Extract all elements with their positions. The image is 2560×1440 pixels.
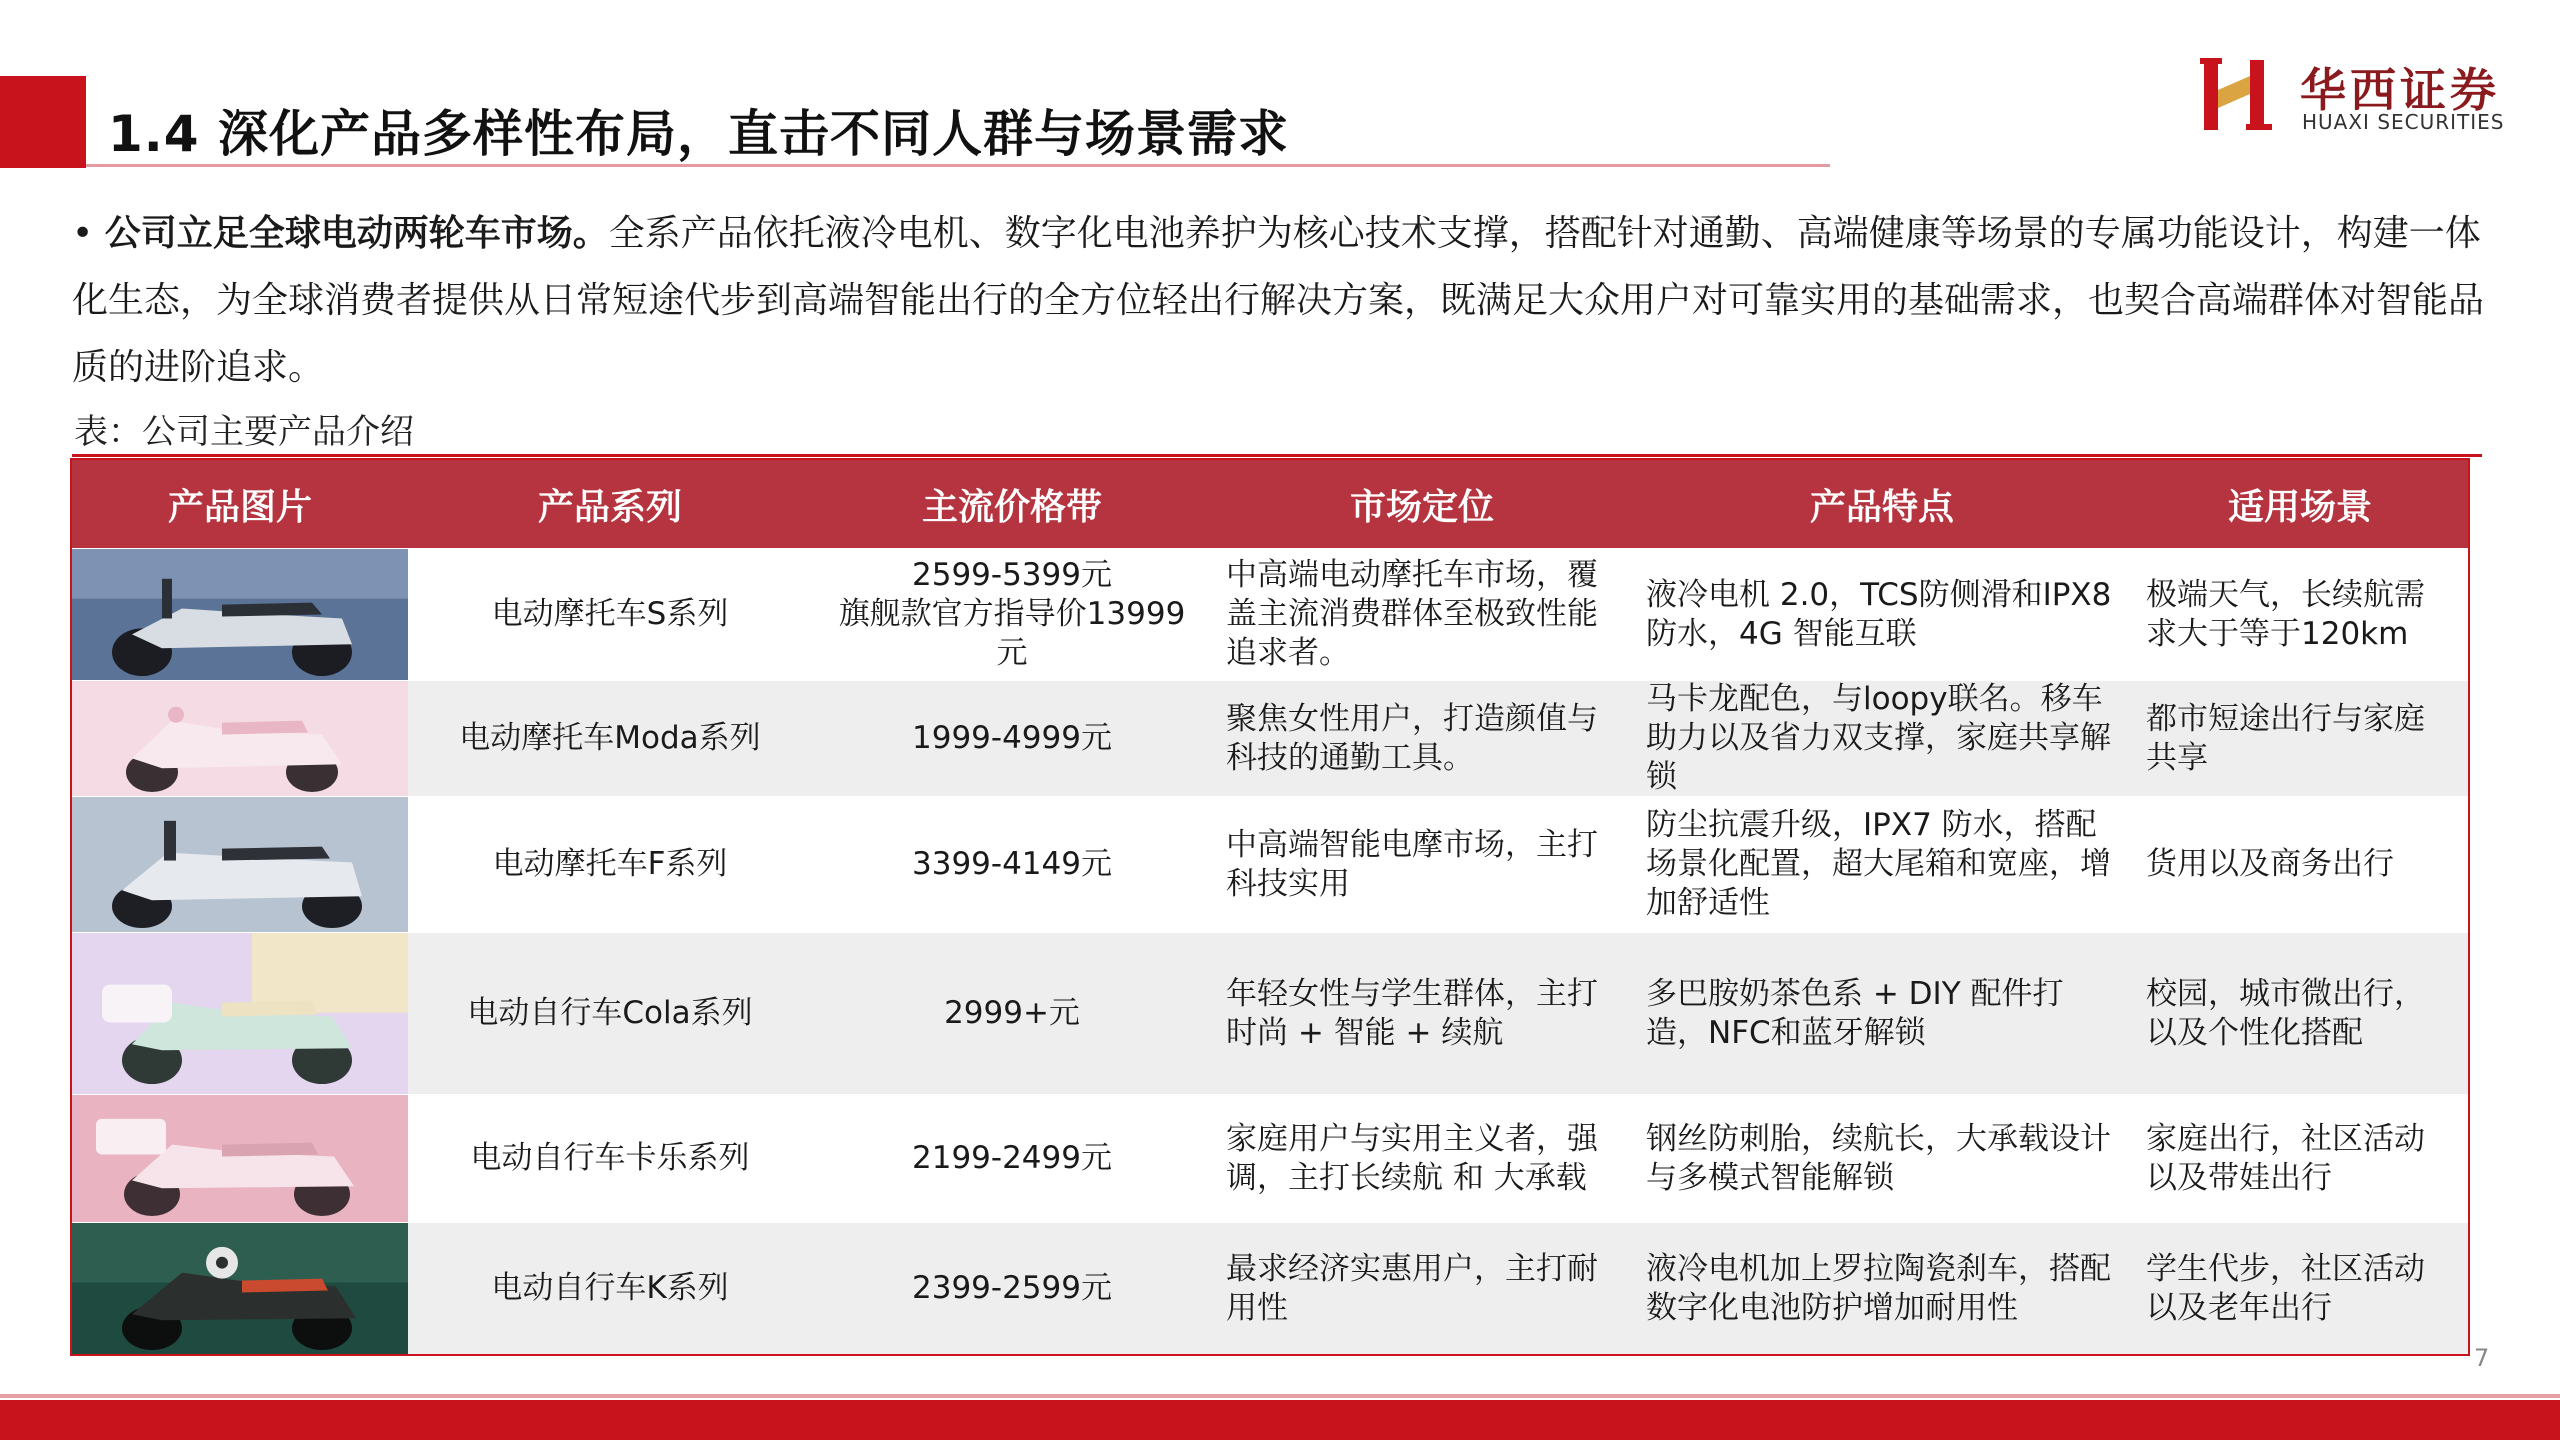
title-accent-bar: [0, 76, 86, 168]
market-cell: 中高端智能电摩市场，主打科技实用: [1226, 826, 1598, 902]
page-number: 7: [2474, 1344, 2490, 1372]
scooter-silver-icon: [72, 797, 408, 932]
series-cell: 电动自行车Cola系列: [467, 995, 753, 1031]
series-cell: 电动摩托车Moda系列: [459, 720, 761, 756]
product-image-cell: [72, 1095, 408, 1222]
market-cell: 家庭用户与实用主义者，强调，主打长续航 和 大承载: [1226, 1120, 1598, 1196]
scene-cell: 校园，城市微出行，以及个性化搭配: [2146, 975, 2425, 1051]
flagship-price: 旗舰款官方指导价13999元: [838, 596, 1186, 671]
feature-cell: 防尘抗震升级，IPX7 防水，搭配场景化配置，超大尾箱和宽座，增加舒适性: [1646, 807, 2111, 921]
footer-bar: [0, 1400, 2560, 1440]
scene-cell: 学生代步，社区活动以及老年出行: [2146, 1250, 2425, 1326]
table-row: [72, 1222, 2468, 1354]
intro-paragraph: [72, 200, 2492, 401]
page-title: 1.4 深化产品多样性布局，直击不同人群与场景需求: [108, 105, 1289, 163]
series-cell: 电动摩托车F系列: [492, 846, 728, 882]
product-image-cell: [72, 549, 408, 680]
intro-lead: 公司立足全球电动两轮车市场。: [104, 213, 609, 254]
series-cell: 电动自行车卡乐系列: [470, 1140, 750, 1176]
header-product-features: 产品特点: [1809, 486, 1954, 528]
ebike-dark-icon: [72, 1223, 408, 1354]
header-market-positioning: 市场定位: [1349, 486, 1494, 528]
header-product-series: 产品系列: [537, 486, 682, 528]
scooter-grey-icon: [72, 549, 408, 680]
ebike-pink-icon: [72, 1095, 408, 1222]
scene-cell: 极端天气，长续航需求大于等于120km: [2146, 576, 2425, 652]
feature-cell: 多巴胺奶茶色系 + DIY 配件打造，NFC和蓝牙解锁: [1646, 975, 2064, 1051]
price-range: 2599-5399元: [912, 557, 1112, 593]
header-product-image: 产品图片: [167, 486, 312, 528]
table-caption: 表：公司主要产品介绍: [74, 412, 414, 452]
market-cell: 聚焦女性用户，打造颜值与科技的通勤工具。: [1226, 700, 1598, 776]
feature-cell: 液冷电机 2.0，TCS防侧滑和IPX8防水，4G 智能互联: [1646, 576, 2112, 652]
series-cell: 电动摩托车S系列: [491, 596, 729, 632]
ebike-mint-icon: [72, 933, 408, 1094]
scene-cell: 货用以及商务出行: [2146, 846, 2394, 882]
price-cell: 1999-4999元: [912, 720, 1112, 756]
market-cell: 年轻女性与学生群体，主打时尚 + 智能 + 续航: [1226, 975, 1598, 1051]
table-row: [72, 932, 2468, 1094]
product-image-cell: [72, 933, 408, 1094]
feature-cell: 钢丝防刺胎，续航长，大承载设计与多模式智能解锁: [1646, 1120, 2111, 1196]
price-cell: 2399-2599元: [912, 1270, 1112, 1306]
header-use-scenarios: 适用场景: [2227, 486, 2372, 528]
table-row: [72, 796, 2468, 932]
price-cell: [812, 549, 1212, 680]
market-cell: 最求经济实惠用户，主打耐用性: [1226, 1250, 1598, 1326]
table-row: [72, 1094, 2468, 1222]
scene-cell: 家庭出行，社区活动以及带娃出行: [2146, 1120, 2425, 1196]
huaxi-logo-icon: [2200, 54, 2272, 134]
scooter-pink-icon: [72, 681, 408, 796]
feature-cell: 马卡龙配色，与loopy联名。移车助力以及省力双支撑，家庭共享解锁: [1646, 681, 2111, 795]
table-row: [72, 548, 2468, 680]
product-image-cell: [72, 681, 408, 796]
feature-cell: 液冷电机加上罗拉陶瓷刹车，搭配数字化电池防护增加耐用性: [1646, 1250, 2111, 1326]
price-cell: 2999+元: [944, 995, 1080, 1031]
product-image-cell: [72, 1223, 408, 1354]
intro-body: 全系产品依托液冷电机、数字化电池养护为核心技术支撑，搭配针对通勤、高端健康等场景的专属功能设计，构建一体化生态，为全球消费者提供从日常短途代步到高端智能出行的全方位轻出行解决方案，既满足大众用户对可靠实用的基础需求，也契合高端群体对智能品质的进阶追求。: [72, 213, 2485, 388]
caption-divider: [72, 454, 2482, 457]
header-price-range: 主流价格带: [921, 486, 1102, 528]
bullet-point: •: [72, 213, 94, 254]
product-table: [70, 458, 2470, 1356]
table-header-row: [72, 460, 2468, 548]
market-cell: 中高端电动摩托车市场，覆盖主流消费群体至极致性能追求者。: [1226, 557, 1598, 671]
product-image-cell: [72, 797, 408, 932]
series-cell: 电动自行车K系列: [491, 1270, 729, 1306]
title-underline: [86, 164, 1830, 167]
price-cell: 2199-2499元: [912, 1140, 1112, 1176]
price-cell: 3399-4149元: [912, 846, 1112, 882]
footer-divider: [0, 1394, 2560, 1398]
logo-chinese-text: 华西证券: [2300, 63, 2500, 117]
logo-english-text: HUAXI SECURITIES: [2302, 110, 2505, 134]
huaxi-logo: [2200, 54, 2520, 138]
scene-cell: 都市短途出行与家庭共享: [2146, 700, 2425, 776]
table-row: [72, 680, 2468, 796]
